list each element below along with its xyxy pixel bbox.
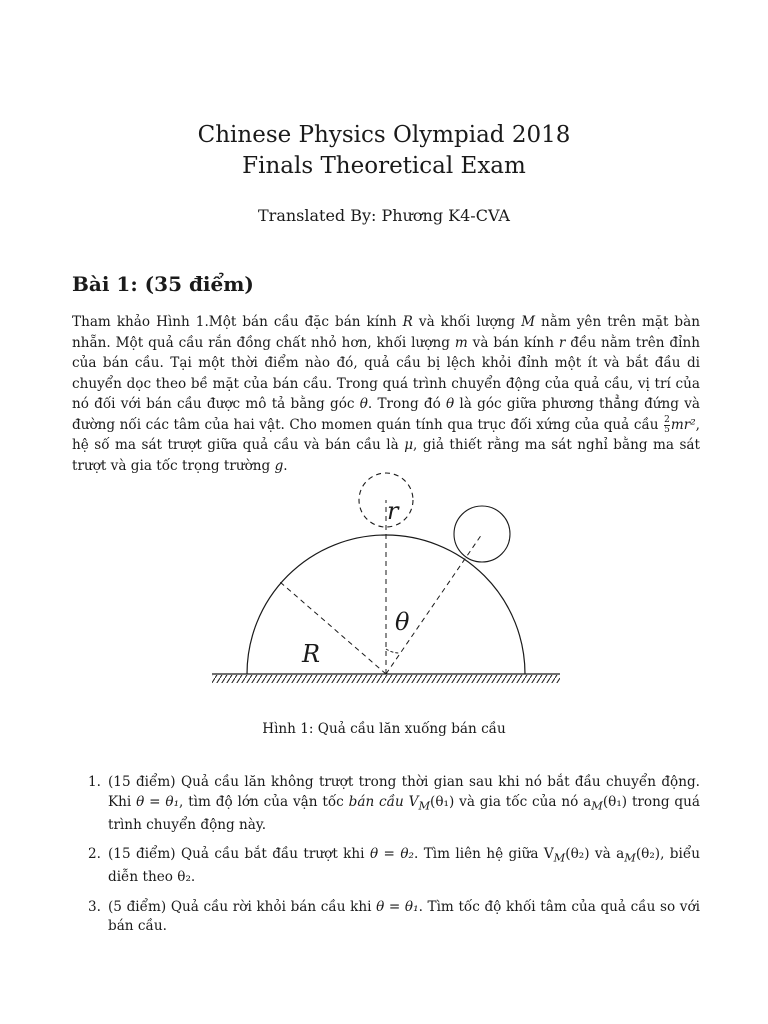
var-theta: θ [359,396,368,412]
question-item [72,898,700,937]
hemisphere-diagram-svg [200,462,570,694]
problem-heading: Bài 1: (35 điểm) [72,272,254,296]
title-line-1: Chinese Physics Olympiad 2018 [197,122,571,148]
var-R: R [402,314,413,330]
angle-arc [386,649,400,653]
problem-statement [72,312,700,476]
q1-emph-d: bán cầu [348,793,404,810]
var-mu: μ [404,437,414,453]
figure-hemisphere-diagram [200,462,570,694]
var-g: g [274,457,284,474]
q2-sub-f: M [624,850,636,865]
q1-math-e: V [403,793,419,810]
label-r: r [387,497,399,525]
intro-text-8: , hệ số ma sát trượt giữa quả cầu và bán cầu là [72,416,700,453]
q2-text-c: . Tìm liên hệ giữa V [413,846,554,863]
center-line-dashed [386,534,482,674]
question-item [72,773,700,835]
q3-math-b: θ = θ₁ [376,898,419,915]
q2-sub-d: M [553,850,566,865]
q2-text-g: (θ₂), biểu diễn theo θ₂. [108,846,700,886]
question-number: 3. [88,898,101,915]
problem-paragraph [72,312,700,476]
question-list [72,773,700,947]
ground-hatching [212,675,560,683]
intro-text-3: nằm yên trên mặt bàn nhẵn. Một quả cầu rắn đồng chất nhỏ hơn, khối lượng [72,314,700,351]
var-theta-2: θ [446,396,455,412]
inertia-term: mr² [670,416,696,433]
q2-math-b: θ = θ₂ [369,846,414,863]
intro-text-5: đều nằm trên đỉnh của bán cầu. Tại một thời điểm nào đó, quả cầu bị lệch khỏi đỉnh một ít và bắt đầu di chuyển dọc theo bề mặt của bán cầu. Trong quá trình chuyển động của quả cầu, vị trí của nó đối với bán cầu được mô tả bằng góc [72,334,700,412]
intro-text-1: Tham khảo Hình 1.Một bán cầu đặc bán kính [72,314,403,330]
q2-text-a: (15 điểm) Quả cầu bắt đầu trượt khi [108,846,370,863]
q3-text-a: (5 điểm) Quả cầu rời khỏi bán cầu khi [108,898,377,915]
intro-text-9: , giả thiết rằng ma sát nghỉ bằng ma sát trượt và gia tốc trọng trường [72,437,700,474]
q1-text-a: (15 điểm) Quả cầu lăn không trượt trong thời gian sau khi nó bắt đầu chuyển động. Khi [108,774,700,810]
question-number: 2. [88,846,101,863]
q1-text-g: (θ₁) và gia tốc của nó a [430,793,592,810]
var-m: m [454,334,468,351]
q1-text-c: , tìm độ lớn của vận tốc [179,793,349,810]
label-R: R [302,640,321,668]
intro-text-6: . Trong đó [367,396,447,412]
q2-text-e: (θ₂) và a [565,846,625,863]
title-line-2: Finals Theoretical Exam [242,153,526,179]
fraction-denominator: 5 [664,424,670,435]
intro-text-4: và bán kính [467,334,559,351]
document-title [0,120,768,182]
question-number: 1. [88,774,101,790]
question-item [72,845,700,888]
q3-text-c: . Tìm tốc độ khối tâm của quả cầu so với bán cầu. [108,898,700,935]
q1-sub-f: M [418,798,431,813]
q1-sub-h: M [591,798,603,813]
intro-text-10: . [283,457,288,474]
intro-text-2: và khối lượng [412,314,522,330]
label-theta: θ [395,608,410,636]
figure-caption: Hình 1: Quả cầu lăn xuống bán cầu [262,721,506,737]
fraction-two-fifths [664,416,670,435]
var-M: M [521,314,535,330]
radius-dashed-line [280,582,386,674]
var-r: r [558,334,566,351]
intro-text-7: là góc giữa phương thẳng đứng và đường nối các tâm của hai vật. Cho momen quán tính qua trục đối xứng của quả cầu [72,396,700,433]
q1-text-i: (θ₁) trong quá trình chuyển động này. [108,793,700,833]
q1-math-b: θ = θ₁ [136,793,180,810]
fraction-numerator: 2 [664,414,670,425]
translator-credit: Translated By: Phương K4-CVA [258,206,510,225]
